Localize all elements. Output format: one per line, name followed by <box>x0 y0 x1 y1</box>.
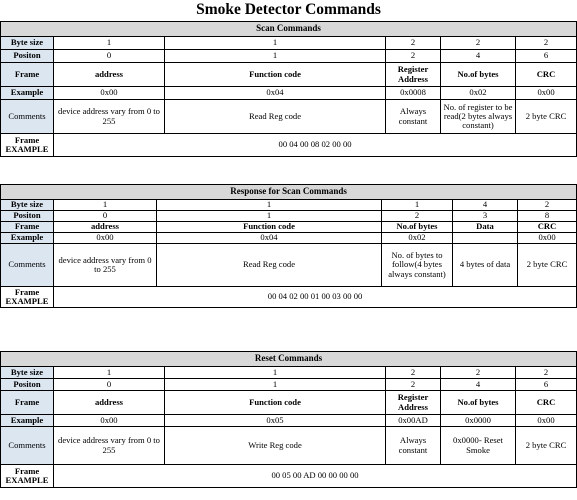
cell: 2 <box>386 37 441 50</box>
cell: No. of bytes to follow(4 bytes always constant) <box>382 244 453 287</box>
row-label-frame-example: Frame EXAMPLE <box>1 287 54 308</box>
cell: 0 <box>54 50 165 63</box>
cell: 6 <box>516 50 577 63</box>
cell <box>453 233 518 244</box>
cell: 0 <box>54 379 165 391</box>
row-label-position: Positon <box>1 50 54 63</box>
row-label-example: Example <box>1 87 54 100</box>
cell: 2 byte CRC <box>516 100 577 134</box>
cell: 0x02 <box>382 233 453 244</box>
cell: Register Address <box>386 391 441 415</box>
cell: 0x00 <box>516 415 577 427</box>
cell: 1 <box>54 367 165 379</box>
cell: Write Reg code <box>165 427 386 465</box>
cell: device address vary from 0 to 255 <box>54 100 165 134</box>
cell: address <box>54 391 165 415</box>
cell: device address vary from 0 to 255 <box>54 427 165 465</box>
cell: 1 <box>54 37 165 50</box>
cell: 1 <box>165 367 386 379</box>
cell: Function code <box>157 222 382 233</box>
cell: 0x00 <box>54 233 157 244</box>
cell: 0x00 <box>516 87 577 100</box>
row-label-position: Positon <box>1 379 54 391</box>
cell: 0x04 <box>165 87 386 100</box>
document-title: Smoke Detector Commands <box>196 1 381 18</box>
cell: Read Reg code <box>165 100 386 134</box>
row-label-frame: Frame <box>1 391 54 415</box>
cell: 6 <box>516 379 577 391</box>
frame-example-value: 00 05 00 AD 00 00 00 00 <box>54 465 577 488</box>
cell: CRC <box>518 222 577 233</box>
row-label-frame-example: Frame EXAMPLE <box>1 465 54 488</box>
cell: 0x00 <box>518 233 577 244</box>
cell: 2 <box>518 200 577 211</box>
cell: No. of register to be read(2 bytes always constant) <box>441 100 516 134</box>
cell: 0x0000 <box>441 415 516 427</box>
cell: 0x02 <box>441 87 516 100</box>
cell: 4 bytes of data <box>453 244 518 287</box>
row-label-frame: Frame <box>1 63 54 87</box>
cell: address <box>54 63 165 87</box>
reset-commands-table <box>0 351 577 488</box>
cell: 0x00 <box>54 87 165 100</box>
cell: Function code <box>165 63 386 87</box>
cell: Read Reg code <box>157 244 382 287</box>
cell: 2 <box>386 367 441 379</box>
cell: 1 <box>382 200 453 211</box>
cell: 4 <box>441 379 516 391</box>
cell: 0x04 <box>157 233 382 244</box>
cell: 1 <box>157 200 382 211</box>
cell: 2 <box>441 37 516 50</box>
row-label-example: Example <box>1 415 54 427</box>
row-label-frame: Frame <box>1 222 54 233</box>
cell: 2 <box>386 50 441 63</box>
row-label-byte-size: Byte size <box>1 37 54 50</box>
cell: address <box>54 222 157 233</box>
cell: Always constant <box>386 100 441 134</box>
cell: 3 <box>453 211 518 222</box>
cell: 2 <box>516 367 577 379</box>
scan-commands-table <box>0 21 577 157</box>
cell: 4 <box>453 200 518 211</box>
cell: 0x00 <box>54 415 165 427</box>
cell: 0 <box>54 211 157 222</box>
cell: 2 <box>441 367 516 379</box>
cell: CRC <box>516 391 577 415</box>
response-scan-commands-table <box>0 184 577 308</box>
cell: 1 <box>165 37 386 50</box>
cell: 4 <box>441 50 516 63</box>
section-title: Reset Commands <box>1 352 577 367</box>
cell: 8 <box>518 211 577 222</box>
section-title: Scan Commands <box>1 22 577 37</box>
cell: 2 <box>382 211 453 222</box>
row-label-comments: Comments <box>1 427 54 465</box>
row-label-byte-size: Byte size <box>1 200 54 211</box>
cell: 2 byte CRC <box>516 427 577 465</box>
cell: No.of bytes <box>441 63 516 87</box>
cell: Register Address <box>386 63 441 87</box>
row-label-position: Positon <box>1 211 54 222</box>
cell: Always constant <box>386 427 441 465</box>
cell: 1 <box>165 50 386 63</box>
cell: 2 <box>516 37 577 50</box>
cell: 1 <box>157 211 382 222</box>
cell: 0x0008 <box>386 87 441 100</box>
row-label-frame-example: Frame EXAMPLE <box>1 134 54 157</box>
cell: device address vary from 0 to 255 <box>54 244 157 287</box>
frame-example-value: 00 04 02 00 01 00 03 00 00 <box>54 287 577 308</box>
section-title: Response for Scan Commands <box>1 185 577 200</box>
cell: 1 <box>54 200 157 211</box>
cell: Data <box>453 222 518 233</box>
cell: 2 byte CRC <box>518 244 577 287</box>
cell: CRC <box>516 63 577 87</box>
cell: 0x00AD <box>386 415 441 427</box>
cell: No.of bytes <box>441 391 516 415</box>
cell: Function code <box>165 391 386 415</box>
row-label-byte-size: Byte size <box>1 367 54 379</box>
cell: 2 <box>386 379 441 391</box>
row-label-comments: Comments <box>1 100 54 134</box>
cell: 1 <box>165 379 386 391</box>
cell: 0x05 <box>165 415 386 427</box>
cell: 0x0000- Reset Smoke <box>441 427 516 465</box>
frame-example-value: 00 04 00 08 02 00 00 <box>54 134 577 157</box>
row-label-example: Example <box>1 233 54 244</box>
row-label-comments: Comments <box>1 244 54 287</box>
cell: No.of bytes <box>382 222 453 233</box>
